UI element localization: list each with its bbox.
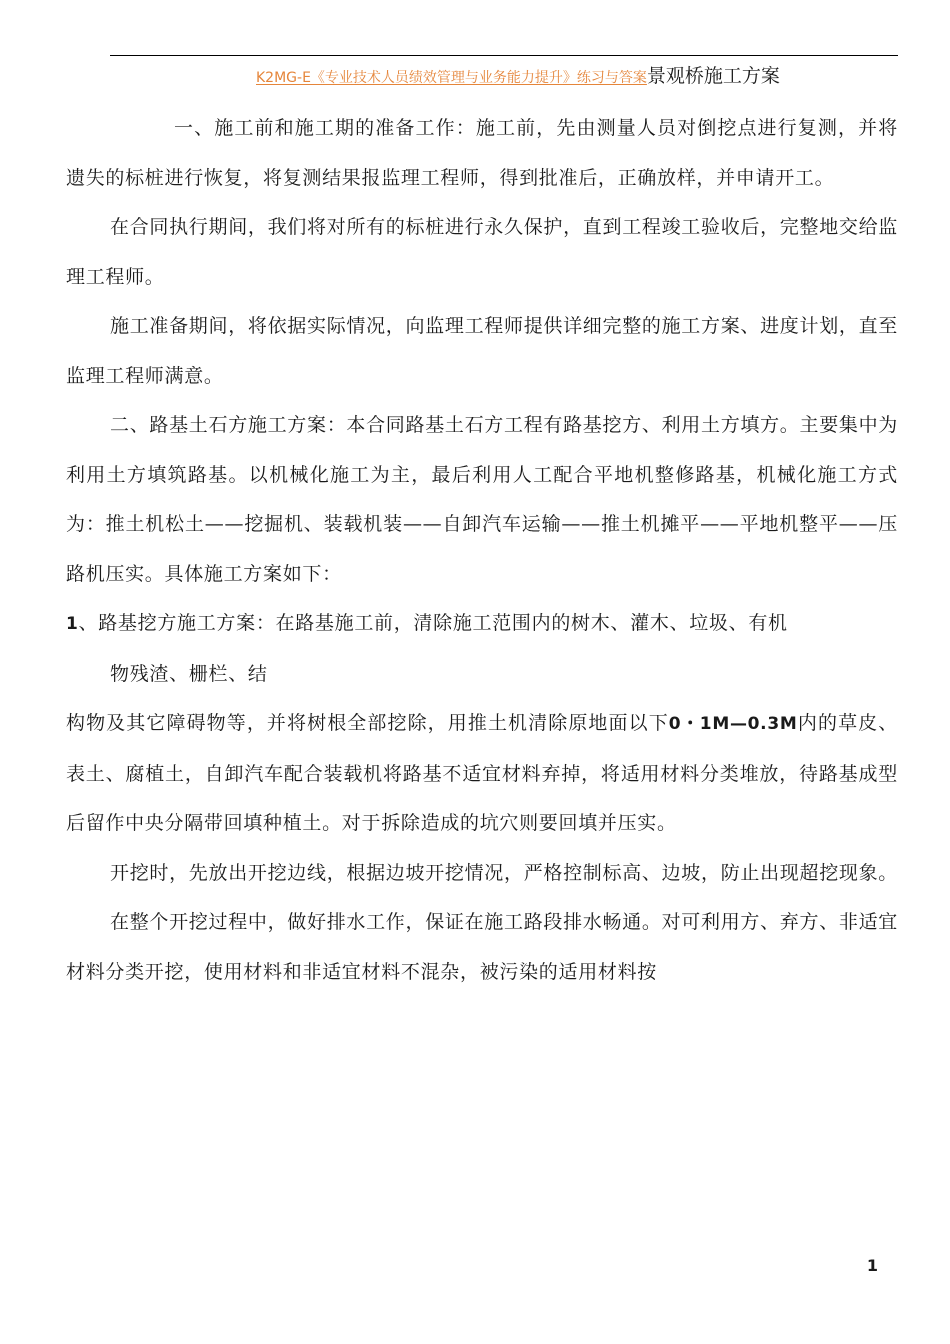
clearing-text-c: 内的草皮、表土、腐植土，自卸汽车配合装载机将路基不适宜材料弃掉，将适用材料分类堆放，待路基成型后留作中央分隔带回填种植土。对于拆除造成的坑穴则要回填并压实。: [66, 712, 898, 834]
list-number: 1: [66, 614, 79, 634]
document-title: 景观桥施工方案: [646, 65, 780, 87]
excavation-heading-text: 、路基挖方施工方案：在路基施工前，清除施工范围内的树木、灌木、垃圾、有机: [78, 612, 788, 634]
paragraph-earthwork: 二、路基土石方施工方案：本合同路基土石方工程有路基挖方、利用土方填方。主要集中为利用土方填筑路基。以机械化施工为主，最后利用人工配合平地机整修路基，机械化施工方式为：推土机松土——挖掘机、装载机装——自卸汽车运输——推土机摊平——平地机整平——压路机压实。具体施工方案如下：: [66, 414, 899, 585]
page-header: [256, 63, 896, 91]
paragraph-clearing: [66, 699, 898, 849]
page-number: 1: [866, 1256, 878, 1275]
paragraph-construction-plan: 施工准备期间，将依据实际情况，向监理工程师提供详细完整的施工方案、进度计划，直至监理工程师满意。: [66, 315, 899, 387]
paragraph-excavation-control: 开挖时，先放出开挖边线，根据边坡开挖情况，严格控制标高、边坡，防止出现超挖现象。: [110, 861, 899, 884]
paragraph-drainage: 在整个开挖过程中，做好排水工作，保证在施工路段排水畅通。对可利用方、弃方、非适宜材料分类开挖，使用材料和非适宜材料不混杂，被污染的适用材料按: [66, 911, 899, 983]
clearing-text-a: 构物及其它障碍物等，并将树根全部挖除，用推土机清除原地面以下: [66, 712, 669, 734]
document-body: [66, 104, 898, 997]
header-link[interactable]: K2MG-E《专业技术人员绩效管理与业务能力提升》练习与答案: [256, 70, 647, 86]
paragraph-excavation-heading: [66, 599, 898, 650]
header-rule: [110, 55, 898, 56]
depth-range: 0・1M—0.3M: [668, 714, 798, 734]
paragraph-excavation-continued: 物残渣、栅栏、结: [110, 662, 268, 685]
paragraph-preparation: 一、施工前和施工期的准备工作：施工前，先由测量人员对倒挖点进行复测，并将遗失的标桩进行恢复，将复测结果报监理工程师，得到批准后，正确放样，并申请开工。: [66, 117, 898, 189]
paragraph-stake-protection: 在合同执行期间，我们将对所有的标桩进行永久保护，直到工程竣工验收后，完整地交给监理工程师。: [66, 216, 899, 288]
